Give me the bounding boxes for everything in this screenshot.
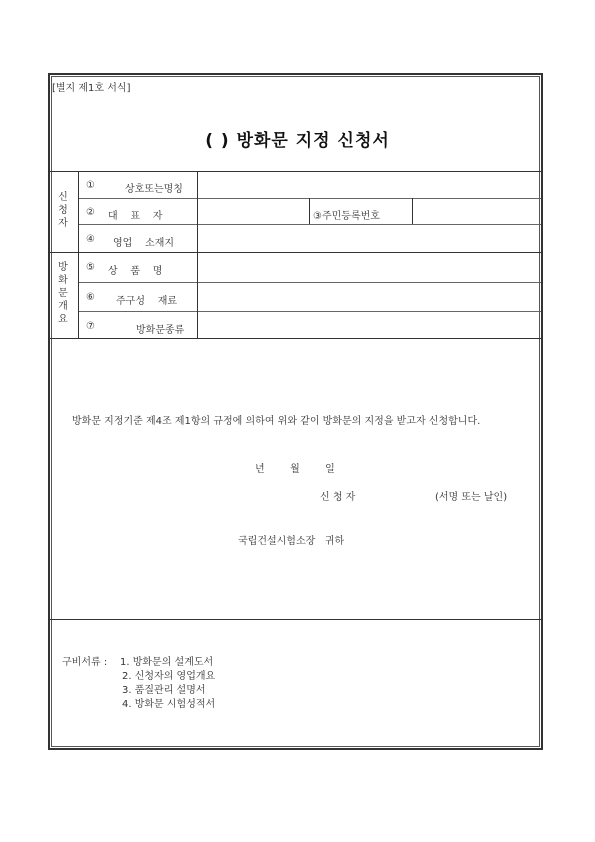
field-label-resident-number: ③주민등록번호 — [313, 211, 380, 222]
field-number-7: ⑦ — [86, 321, 95, 332]
field-label-representative: 대 표 자 — [108, 211, 163, 222]
row-divider — [78, 282, 541, 283]
field-number-1: ① — [86, 180, 95, 191]
overview-section-label: 방 화 문 개 요 — [58, 262, 68, 325]
field-number-2: ② — [86, 207, 95, 218]
field-label-business-address: 영업 소재지 — [113, 238, 175, 249]
table-bottom-border — [50, 338, 541, 339]
applicant-section-label: 신 청 자 — [58, 192, 68, 229]
document-item: 1. 방화문의 설계도서 — [120, 657, 214, 668]
row-divider — [78, 311, 541, 312]
documents-header: 구비서류 : — [62, 657, 108, 668]
field-label-door-type: 방화문종류 — [136, 325, 185, 336]
document-item: 4. 방화문 시험성적서 — [122, 699, 216, 710]
field-label-business-name: 상호또는명칭 — [125, 184, 183, 195]
document-item: 2. 신청자의 영업개요 — [122, 671, 216, 682]
label-column-line — [197, 171, 198, 338]
signature-note: (서명 또는 날인) — [435, 492, 508, 503]
application-statement: 방화문 지정기준 제4조 제1항의 규정에 의하여 위와 같이 방화문의 지정을 받고자 신청합니다. — [72, 416, 481, 427]
section-column-line — [78, 171, 79, 338]
form-number-label: [별지 제1호 서식] — [52, 83, 131, 94]
page-title: ( ) 방화문 지정 신청서 — [205, 131, 390, 151]
form-frame — [48, 73, 543, 750]
field-number-6: ⑥ — [86, 292, 95, 303]
signer-label: 신 청 자 — [320, 492, 356, 503]
field-label-main-material: 주구성 재료 — [116, 296, 178, 307]
id-label-right-line — [412, 198, 413, 224]
section-divider — [50, 252, 541, 253]
table-top-border — [50, 171, 541, 172]
recipient-line: 국립건설시험소장 귀하 — [238, 536, 345, 547]
field-number-4: ④ — [86, 234, 95, 245]
field-label-product-name: 상 품 명 — [108, 266, 163, 277]
documents-divider — [50, 619, 541, 620]
field-number-5: ⑤ — [86, 262, 95, 273]
date-line: 년 월 일 — [255, 464, 335, 475]
document-item: 3. 품질관리 설명서 — [122, 685, 206, 696]
row-divider — [78, 224, 541, 225]
id-label-left-line — [309, 198, 310, 224]
